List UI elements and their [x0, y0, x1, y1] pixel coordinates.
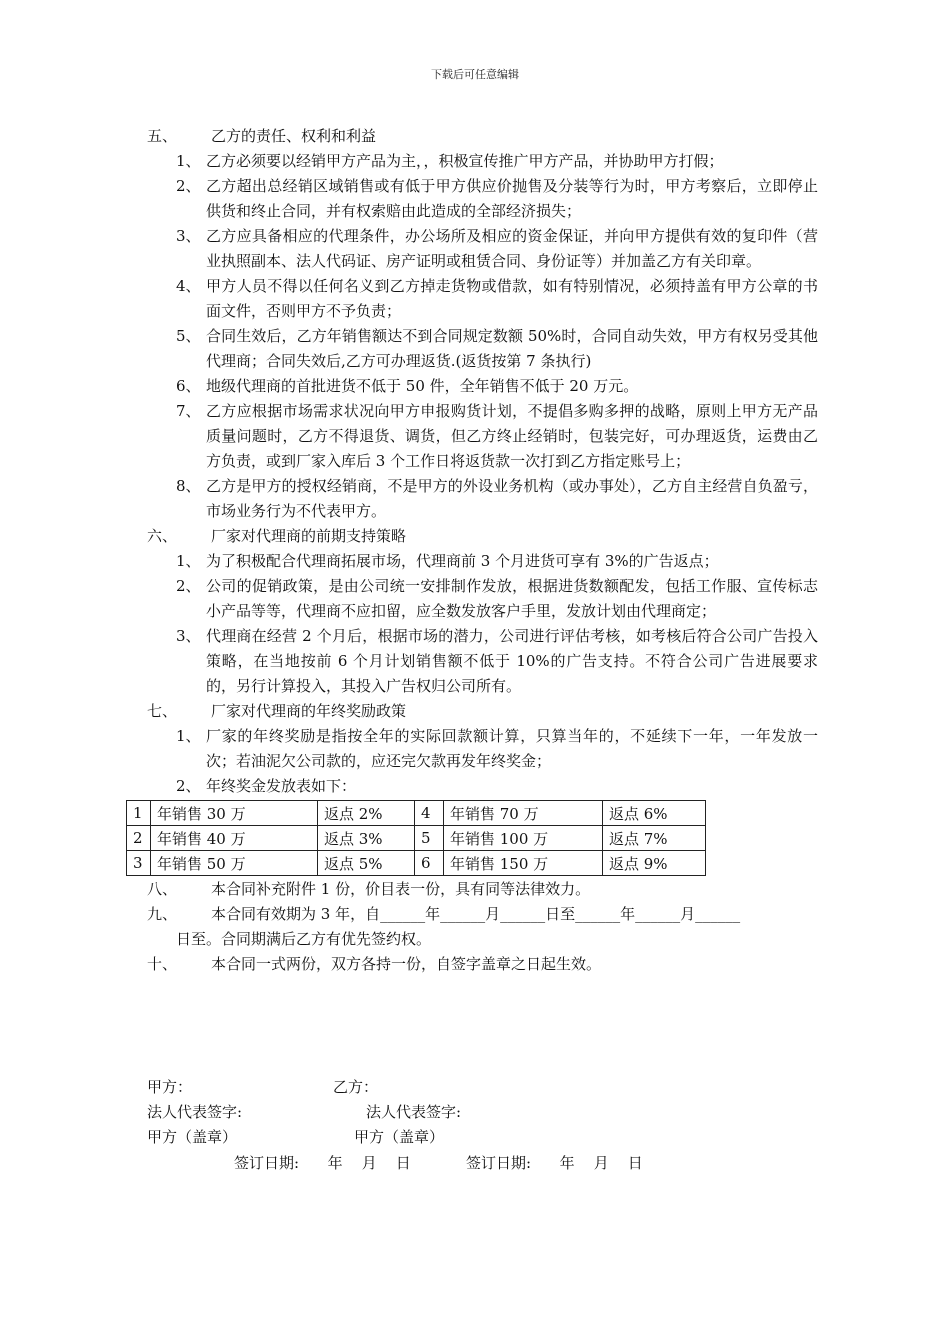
table-row [127, 801, 706, 826]
section-8-heading [0, 877, 950, 902]
sign-date-b: 签订日期: 年 月 日 [466, 1154, 643, 1172]
list-item [0, 724, 818, 774]
section-9-continuation: 日至。合同期满后乙方有优先签约权。 [176, 930, 432, 948]
party-a-label: 甲方： [147, 1078, 193, 1096]
list-item [0, 374, 818, 399]
table-cell: 年销售 50 万 [151, 851, 318, 876]
table-cell: 年销售 150 万 [444, 851, 603, 876]
table-cell: 年销售 100 万 [444, 826, 603, 851]
item-text: 厂家的年终奖励是指按全年的实际回款额计算，只算当年的，不延续下一年，一年发放一次；若油泥欠公司款的，应还完欠款再发年终奖金； [206, 727, 818, 770]
legal-rep-b-signature: 法人代表签字: [366, 1103, 462, 1121]
section-title: 厂家对代理商的前期支持策略 [211, 527, 407, 545]
section-number: 十、 [147, 955, 178, 973]
table-cell: 返点 5% [318, 851, 415, 876]
item-number: 1、 [176, 152, 201, 170]
section-title: 乙方的责任、权利和利益 [211, 127, 377, 145]
item-number: 8、 [176, 477, 201, 495]
section-title: 厂家对代理商的年终奖励政策 [211, 702, 407, 720]
section-number: 五、 [147, 127, 178, 145]
table-cell: 年销售 70 万 [444, 801, 603, 826]
item-number: 6、 [176, 377, 201, 395]
list-item [0, 174, 818, 224]
table-cell: 1 [127, 801, 151, 826]
section-5-heading [0, 124, 950, 149]
list-item [0, 224, 818, 274]
list-item [0, 149, 818, 174]
table-row [127, 826, 706, 851]
document-body [0, 124, 950, 977]
party-b-label: 乙方： [333, 1078, 379, 1096]
section-text: 本合同补充附件 1 份，价目表一份，具有同等法律效力。 [211, 880, 591, 898]
table-cell: 4 [415, 801, 444, 826]
section-10-heading [0, 952, 950, 977]
item-text: 年终奖金发放表如下： [206, 777, 357, 795]
section-text: 本合同一式两份，双方各持一份，自签字盖章之日起生效。 [211, 955, 602, 973]
section-text: 本合同有效期为 3 年，自______年______月______日至______年______月______ [211, 905, 741, 923]
item-number: 4、 [176, 277, 201, 295]
bonus-table [126, 800, 706, 876]
table-cell: 年销售 40 万 [151, 826, 318, 851]
section-7-heading [0, 699, 950, 724]
list-item [0, 774, 818, 799]
item-text: 乙方应具备相应的代理条件，办公场所及相应的资金保证，并向甲方提供有效的复印件（营业执照副本、法人代码证、房产证明或租赁合同、身份证等）并加盖乙方有关印章。 [206, 227, 818, 270]
section-6-heading [0, 524, 950, 549]
item-number: 7、 [176, 402, 201, 420]
table-cell: 5 [415, 826, 444, 851]
table-cell: 返点 2% [318, 801, 415, 826]
item-text: 乙方超出总经销区域销售或有低于甲方供应价抛售及分装等行为时，甲方考察后，立即停止供货和终止合同，并有权索赔由此造成的全部经济损失； [206, 177, 818, 220]
table-cell: 返点 3% [318, 826, 415, 851]
section-number: 六、 [147, 527, 178, 545]
party-a-seal: 甲方（盖章） [147, 1128, 238, 1146]
list-item [0, 474, 818, 524]
item-text: 代理商在经营 2 个月后，根据市场的潜力，公司进行评估考核，如考核后符合公司广告投入策略，在当地按前 6 个月计划销售额不低于 10%的广告支持。不符合公司广告进展要求的，另行计算投入，其投入广告权归公司所有。 [206, 627, 818, 695]
item-number: 1、 [176, 727, 201, 745]
item-text: 乙方应根据市场需求状况向甲方申报购货计划，不提倡多购多押的战略，原则上甲方无产品质量问题时，乙方不得退货、调货，但乙方终止经销时，包装完好，可办理返货，运费由乙方负责，或到厂家入库后 3 个工作日将返货款一次打到乙方指定账号上； [206, 402, 818, 470]
item-text: 合同生效后，乙方年销售额达不到合同规定数额 50%时，合同自动失效，甲方有权另受其他代理商；合同失效后,乙方可办理返货.(返货按第 7 条执行) [206, 327, 818, 370]
section-number: 七、 [147, 702, 178, 720]
section-number: 九、 [147, 905, 178, 923]
item-number: 5、 [176, 327, 201, 345]
list-item [0, 274, 818, 324]
item-number: 3、 [176, 627, 201, 645]
sign-date-a: 签订日期: 年 月 日 [234, 1154, 411, 1172]
section-9-heading [0, 902, 950, 927]
table-cell: 6 [415, 851, 444, 876]
table-cell: 返点 6% [603, 801, 706, 826]
item-text: 公司的促销政策，是由公司统一安排制作发放，根据进货数额配发，包括工作服、宣传标志小产品等等，代理商不应扣留，应全数发放客户手里，发放计划由代理商定； [206, 577, 818, 620]
table-cell: 年销售 30 万 [151, 801, 318, 826]
item-number: 1、 [176, 552, 201, 570]
item-text: 乙方必须要以经销甲方产品为主，，积极宣传推广甲方产品，并协助甲方打假； [206, 152, 724, 170]
list-item [0, 324, 818, 374]
item-number: 2、 [176, 177, 201, 195]
table-cell: 2 [127, 826, 151, 851]
page-header: 下载后可任意编辑 [431, 68, 519, 81]
item-text: 为了积极配合代理商拓展市场，代理商前 3 个月进货可享有 3%的广告返点； [206, 552, 719, 570]
table-cell: 3 [127, 851, 151, 876]
list-item [0, 549, 818, 574]
item-number: 2、 [176, 577, 201, 595]
item-text: 地级代理商的首批进货不低于 50 件，全年销售不低于 20 万元。 [206, 377, 639, 395]
list-item [0, 574, 818, 624]
list-item [0, 399, 818, 474]
item-number: 2、 [176, 777, 201, 795]
table-row [127, 851, 706, 876]
table-cell: 返点 9% [603, 851, 706, 876]
list-item [0, 624, 818, 699]
party-b-seal: 甲方（盖章） [354, 1128, 445, 1146]
item-number: 3、 [176, 227, 201, 245]
item-text: 甲方人员不得以任何名义到乙方掉走货物或借款，如有特别情况，必须持盖有甲方公章的书面文件，否则甲方不予负责； [206, 277, 818, 320]
legal-rep-a-signature: 法人代表签字: [147, 1103, 243, 1121]
item-text: 乙方是甲方的授权经销商，不是甲方的外设业务机构（或办事处），乙方自主经营自负盈亏，市场业务行为不代表甲方。 [206, 477, 818, 520]
table-cell: 返点 7% [603, 826, 706, 851]
section-number: 八、 [147, 880, 178, 898]
